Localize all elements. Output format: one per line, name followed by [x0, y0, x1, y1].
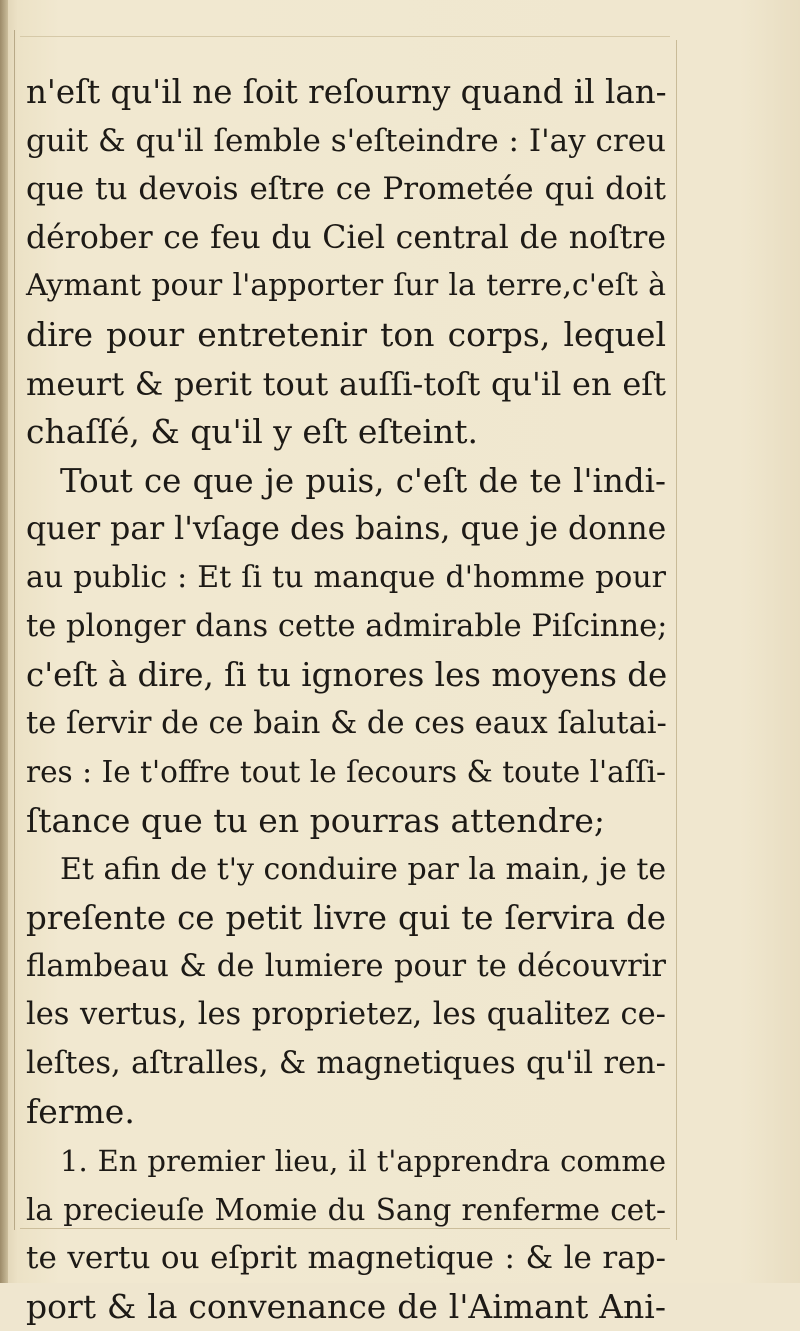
paragraph-3: [26, 846, 666, 1138]
left-margin-rule: [14, 30, 15, 1230]
paragraph-2: [26, 457, 666, 846]
text-line: res : Ie t'offre tout le ſecours & toute l'aſſi-: [26, 755, 666, 790]
text-line: chaſſé, & qu'il y eſt eſteint.: [26, 412, 478, 452]
top-rule: [20, 36, 670, 37]
text-line: dire pour entretenir ton corps, lequel: [26, 314, 666, 354]
text-line: au public : Et ſi tu manque d'homme pour: [26, 559, 666, 595]
text-line: n'eſt qu'il ne ſoit reſourny quand il lan-: [26, 73, 667, 111]
text-line: que tu devois eſtre ce Prometée qui doit: [26, 171, 666, 208]
text-line: quer par l'vſage des bains, que je donne: [26, 511, 667, 548]
text-line: 1. En premier lieu, il t'apprendra comme: [60, 1144, 666, 1179]
text-line: guit & qu'il ſemble s'eſteindre : I'ay creu: [26, 122, 666, 159]
text-line: la precieuſe Momie du Sang renferme cet-: [26, 1192, 666, 1227]
text-line: te plonger dans cette admirable Piſcinne;: [26, 608, 668, 644]
book-spine-shadow: [0, 0, 8, 1283]
text-line: Aymant pour l'apporter ſur la terre,c'eſt à: [26, 268, 666, 304]
text-line: Tout ce que je puis, c'eſt de te l'indi-: [60, 461, 666, 500]
text-line: preſente ce petit livre qui te ſervira de: [26, 899, 666, 938]
text-line: te vertu ou eſprit magnetique : & le rap-: [26, 1240, 666, 1277]
text-line: ferme.: [26, 1092, 135, 1132]
text-line: Et afin de t'y conduire par la main, je te: [60, 851, 667, 887]
text-line: port & la convenance de l'Aimant Ani-: [26, 1286, 666, 1326]
paragraph-4: [26, 1137, 666, 1331]
text-line: flambeau & de lumiere pour te découvrir: [26, 948, 666, 984]
text-line: ſtance que tu en pourras attendre;: [26, 800, 605, 840]
text-line: c'eſt à dire, ſi tu ignores les moyens de: [26, 656, 668, 695]
text-line: te ſervir de ce bain & de ces eaux ſalutai-: [26, 705, 667, 741]
text-line: les vertus, les proprietez, les qualitez ce-: [26, 997, 666, 1033]
right-margin-rule: [676, 40, 677, 1240]
page-text: [26, 68, 666, 1331]
text-line: leſtes, aſtralles, & magnetiques qu'il ren-: [26, 1045, 666, 1081]
paragraph-1: [26, 68, 666, 457]
text-line: dérober ce feu du Ciel central de noſtre: [26, 219, 666, 256]
text-line: meurt & perit tout auſſi-toſt qu'il en eſt: [26, 364, 666, 403]
